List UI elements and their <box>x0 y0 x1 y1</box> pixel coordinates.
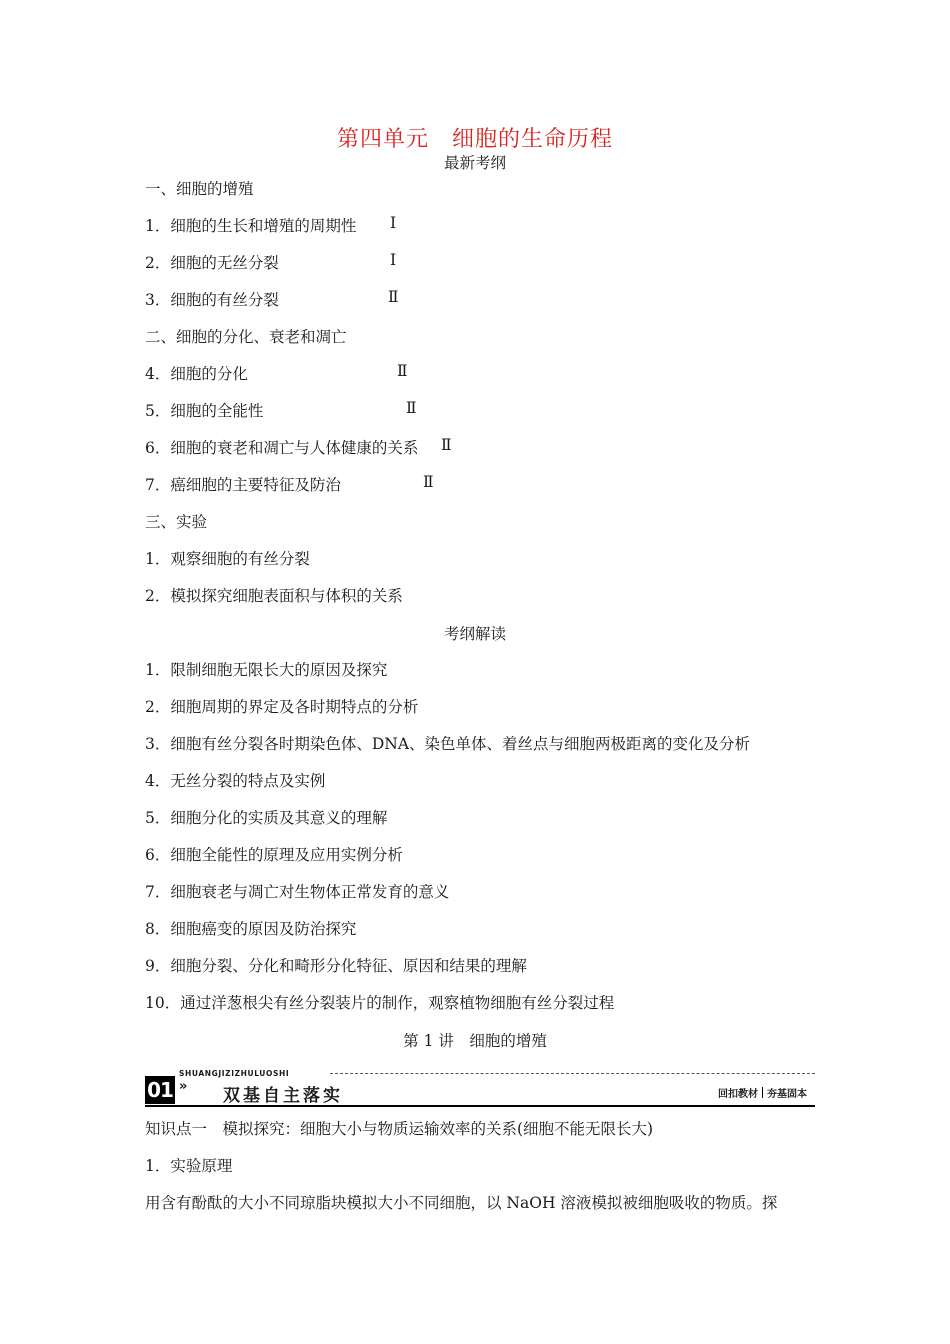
banner-tag-a: 回扣教材 <box>718 1089 758 1100</box>
syllabus-item: 7．癌细胞的主要特征及防治 <box>145 476 341 494</box>
syllabus-item: 5．细胞的全能性 <box>145 402 264 420</box>
body-paragraph: 用含有酚酞的大小不同琼脂块模拟大小不同细胞，以 NaOH 溶液模拟被细胞吸收的物质。探 <box>145 1194 778 1212</box>
syllabus-item: 6．细胞的衰老和凋亡与人体健康的关系 <box>145 439 419 457</box>
interpretation-item: 7．细胞衰老与凋亡对生物体正常发育的意义 <box>145 883 450 901</box>
syllabus-heading: 最新考纲 <box>443 154 506 172</box>
banner-dotted-rule <box>330 1073 815 1074</box>
interpretation-item: 4．无丝分裂的特点及实例 <box>145 772 326 790</box>
banner-tag-b: 夯基固本 <box>767 1089 807 1100</box>
syllabus-grade: Ⅱ <box>406 400 417 417</box>
banner-separator <box>762 1087 763 1098</box>
interpretation-item: 8．细胞癌变的原因及防治探究 <box>145 920 357 938</box>
interpretation-item: 6．细胞全能性的原理及应用实例分析 <box>145 846 403 864</box>
interpretation-heading: 考纲解读 <box>443 625 506 643</box>
interpretation-item: 10．通过洋葱根尖有丝分裂装片的制作，观察植物细胞有丝分裂过程 <box>145 994 615 1012</box>
subsection-heading: 1．实验原理 <box>145 1157 233 1175</box>
interpretation-item: 3．细胞有丝分裂各时期染色体、DNA、染色单体、着丝点与细胞两极距离的变化及分析 <box>145 735 751 753</box>
lesson-title: 第 1 讲 细胞的增殖 <box>403 1032 547 1050</box>
syllabus-item: 4．细胞的分化 <box>145 365 248 383</box>
syllabus-grade: Ⅰ <box>390 252 397 269</box>
banner-title: 双基自主落实 <box>223 1086 343 1106</box>
banner-pinyin: SHUANGJIZIZHULUOSHI <box>179 1069 290 1078</box>
syllabus-item: 3．细胞的有丝分裂 <box>145 291 279 309</box>
syllabus-grade: Ⅱ <box>397 363 408 380</box>
section-banner <box>145 1069 815 1107</box>
syllabus-grade: Ⅱ <box>388 289 399 306</box>
syllabus-item: 1．观察细胞的有丝分裂 <box>145 550 310 568</box>
syllabus-item: 三、实验 <box>145 513 208 531</box>
chevron-right-icon: » <box>179 1079 188 1094</box>
interpretation-item: 1．限制细胞无限长大的原因及探究 <box>145 661 388 679</box>
syllabus-grade: Ⅱ <box>423 474 434 491</box>
syllabus-grade: Ⅰ <box>390 215 397 232</box>
syllabus-item: 二、细胞的分化、衰老和凋亡 <box>145 328 347 346</box>
interpretation-item: 9．细胞分裂、分化和畸形分化特征、原因和结果的理解 <box>145 957 527 975</box>
syllabus-item: 2．细胞的无丝分裂 <box>145 254 279 272</box>
interpretation-item: 5．细胞分化的实质及其意义的理解 <box>145 809 388 827</box>
syllabus-grade: Ⅱ <box>441 437 452 454</box>
syllabus-item: 一、细胞的增殖 <box>145 180 254 198</box>
unit-title: 第四单元 细胞的生命历程 <box>336 127 613 152</box>
banner-rule <box>145 1105 815 1107</box>
knowledge-point-heading: 知识点一 模拟探究：细胞大小与物质运输效率的关系(细胞不能无限长大) <box>145 1120 654 1138</box>
banner-tagline <box>718 1085 807 1100</box>
syllabus-item: 2．模拟探究细胞表面积与体积的关系 <box>145 587 403 605</box>
banner-number: 01 <box>145 1076 175 1104</box>
syllabus-item: 1．细胞的生长和增殖的周期性 <box>145 217 357 235</box>
interpretation-item: 2．细胞周期的界定及各时期特点的分析 <box>145 698 419 716</box>
